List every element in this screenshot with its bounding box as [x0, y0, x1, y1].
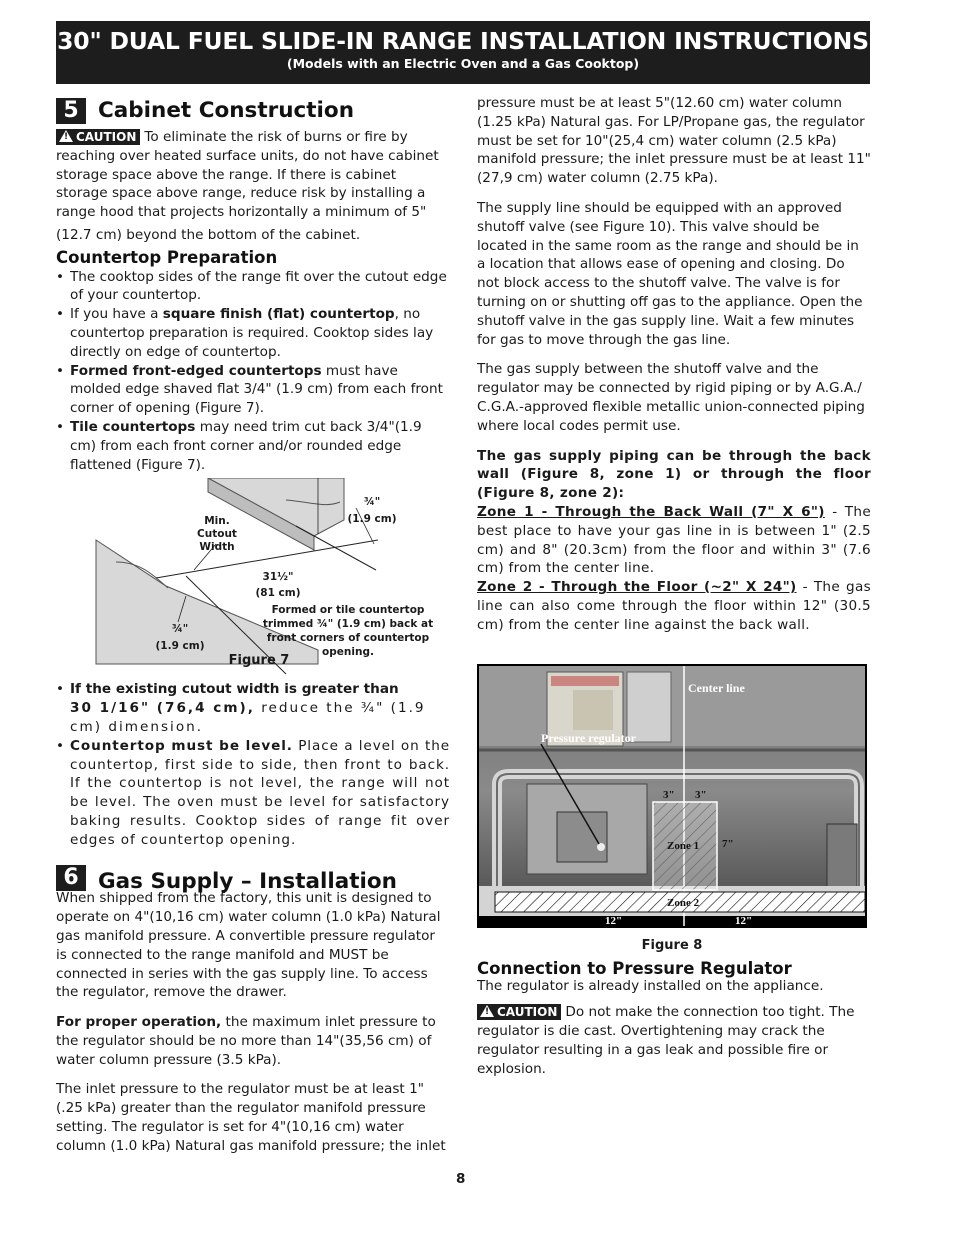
regulator-dot: [597, 843, 605, 851]
fig7-label: Width: [199, 541, 235, 554]
list-item: [56, 305, 450, 361]
para-text: the maximum inlet pressure to the regulator should be no more than 14"(35,56 cm) of water column pressure (3.5 kPa).: [56, 1014, 436, 1068]
dim-label: 3": [695, 788, 707, 801]
left-column: [56, 98, 450, 1156]
page-title: 30" DUAL FUEL SLIDE-IN RANGE INSTALLATION INSTRUCTIONS: [57, 27, 869, 55]
bullet-text: may need trim cut back 3/4"(1.9 cm) from each front corner and/or rounded edge flattened (Figure 7).: [70, 418, 422, 473]
zone-2-label: Zone 2 - Through the Floor (~2" X 24"): [477, 579, 797, 596]
section-title: Gas Supply – Installation: [98, 868, 397, 894]
list-item: [56, 362, 450, 418]
pressure-regulator-body: [557, 812, 607, 862]
bullet-bold: Formed front-edged countertops: [70, 362, 322, 379]
fig7-label: (1.9 cm): [155, 640, 205, 653]
countertop-list: [56, 268, 450, 475]
caution-text-cont: (12.7 cm) beyond the bottom of the cabinet.: [56, 226, 361, 243]
pressure-regulator-label: Pressure regulator: [541, 730, 636, 745]
warning-icon: !: [480, 1005, 494, 1017]
warning-icon: !: [59, 130, 73, 142]
bullet-bold: Tile countertops: [70, 418, 196, 435]
connection-caution: [477, 1003, 871, 1078]
list-item: [56, 737, 450, 850]
page-header: [56, 21, 870, 84]
right-bracket: [827, 824, 857, 894]
gas-para-2: [56, 1013, 450, 1069]
figure-8: [477, 664, 867, 954]
bullet-text: If you have a: [70, 306, 163, 323]
gas-para-3: The inlet pressure to the regulator must be at least 1" (.25 kPa) greater than the regulator manifold pressure setting. The regulator is set for 4"(10,16 cm) water column (1.0 kPa) Natural gas manifold pressure; the inlet: [56, 1081, 446, 1154]
piping-heading: [477, 447, 871, 503]
figure-8-caption: Figure 8: [641, 938, 703, 954]
caution-label: CAUTION: [497, 1005, 558, 1020]
section-number: 6: [56, 865, 86, 891]
page-number: 8: [456, 1171, 466, 1187]
figure-7-caption: Figure 7: [228, 653, 290, 669]
bullet-text: The cooktop sides of the range fit over the cutout edge of your countertop.: [70, 268, 447, 304]
right-column: [477, 94, 871, 1078]
fig7-label: Cutout: [197, 528, 237, 541]
right-para-2: The supply line should be equipped with an approved shutoff valve (see Figure 10). This valve should be located in the same room as the range and should be in a location that allows ease of opening and closing. Do not block access to the shutoff valve. The valve is for turning on or shutting off gas to the appliance. Open the shutoff valve in the gas supply line. Wait a few minutes for gas to move through the gas line.: [477, 199, 863, 348]
right-para-1: pressure must be at least 5"(12.60 cm) water column (1.25 kPa) Natural gas. For LP/Propane gas, the regulator must be set for 10"(25,4 cm) water column (2.5 kPa) manifold pressure; the inlet pressure must be at least 11"(27,9 cm) water column (2.75 kPa).: [477, 95, 871, 187]
cut-line: [296, 526, 376, 570]
back-panel: [479, 666, 865, 746]
list-item: [56, 418, 450, 474]
fig7-label: (1.9 cm): [347, 513, 397, 526]
fig7-label: ¾": [171, 623, 189, 636]
zone-2-paragraph: [477, 578, 871, 634]
fig7-label: ¾": [363, 496, 381, 509]
bullet-text: must have molded edge shaved flat 3/4" (1.9 cm) from each front corner of opening (Figure 7).: [70, 362, 443, 417]
gas-para-1: When shipped from the factory, this unit is designed to operate on 4"(10,16 cm) water column (1.0 kPa) Natural gas manifold pressure. A convertible pressure regulator is connected to the range manifold and MUST be connected in series with the gas supply line. To access the regulator, remove the drawer.: [56, 890, 441, 1001]
fig7-label: (81 cm): [255, 587, 301, 600]
right-para-3: The gas supply between the shutoff valve and the regulator may be connected by rigid piping or by A.G.A./ C.G.A.-approved flexible metallic union-connected piping where local codes permit use.: [477, 361, 865, 434]
para-bold: The gas supply piping can be through the back wall (Figure 8, zone 1) or through the floor (Figure 8, zone 2):: [477, 447, 871, 502]
dim-label: 12": [735, 914, 753, 927]
zone-1-label: Zone 1 - Through the Back Wall (7" X 6"): [477, 503, 825, 520]
figure-7: [56, 478, 450, 678]
fig7-label: Formed or tile countertop: [271, 604, 425, 617]
sticker-stripe: [551, 676, 619, 686]
bullet-bold: 30 1/16" (76,4 cm),: [70, 700, 255, 717]
fig7-label: 31½": [262, 571, 294, 584]
countertop-diagram: [56, 478, 450, 678]
bullet-bold: square finish (flat) countertop: [162, 306, 395, 323]
zone-2-text: - The gas line can also come through the floor within 12" (30.5 cm) from the center line against the back wall.: [477, 579, 871, 633]
bullet-text: reduce the ¾" (1.9 cm) dimension.: [70, 700, 426, 735]
section-5-heading: [56, 98, 450, 124]
connection-para: The regulator is already installed on the appliance.: [477, 978, 824, 995]
caution-text: Do not make the connection too tight. The regulator is die cast. Overtightening may crack the regulator resulting in a gas leak and possible fire or explosion.: [477, 1004, 855, 1077]
para-bold: For proper operation,: [56, 1014, 222, 1031]
bullet-text: Place a level on the countertop, first side to side, then front to back. If the countertop is not level, the range will not be level. The oven must be level for satisfactory baking results. Cooktop sides of range fit over edges of countertop opening.: [70, 737, 450, 848]
zone-1-label: Zone 1: [667, 839, 700, 852]
dim-label: 7": [722, 837, 734, 850]
connection-heading: Connection to Pressure Regulator: [477, 958, 792, 978]
fig7-label: opening.: [322, 646, 374, 659]
caution-badge: [56, 129, 140, 145]
caution-label: CAUTION: [76, 130, 137, 144]
list-item: [56, 268, 450, 306]
countertop-heading: Countertop Preparation: [56, 247, 278, 267]
cutout-list: [56, 680, 450, 849]
bullet-bold: If the existing cutout width is greater than: [70, 681, 399, 698]
zone-2-label: Zone 2: [667, 896, 700, 909]
list-item: [56, 680, 450, 736]
page-subtitle: (Models with an Electric Oven and a Gas Cooktop): [286, 56, 640, 71]
zone-1-paragraph: [477, 503, 871, 578]
fig7-label: trimmed ¾" (1.9 cm) back at: [262, 618, 434, 631]
section-title: Cabinet Construction: [98, 97, 355, 123]
caution-badge: [477, 1004, 561, 1020]
range-back-photo: [477, 664, 867, 928]
caution-paragraph: [56, 128, 450, 222]
dim-label: 12": [605, 914, 623, 927]
section-number: 5: [56, 98, 86, 124]
zone-1-text: - The best place to have your gas line in is between 1" (2.5 cm) and 8" (20.3cm) from the floor and within 3" (7.6 cm) from the center line.: [477, 503, 871, 577]
sticker-graphic: [573, 690, 613, 730]
bullet-text: , no countertop preparation is required. Cooktop sides lay directly on edge of countertop.: [70, 306, 434, 360]
caution-text: To eliminate the risk of burns or fire by reaching over heated surface units, do not have cabinet storage space above the range. If there is cabinet storage space above range, reduce risk by installing a range hood that projects horizontally a minimum of 5": [56, 129, 439, 221]
fig7-label: front corners of countertop: [266, 632, 430, 645]
dim-label: 3": [663, 788, 675, 801]
fig7-label: Min.: [204, 515, 230, 528]
bullet-bold: Countertop must be level.: [70, 737, 293, 754]
lower-countertop: [96, 540, 318, 664]
center-line-label: Center line: [688, 680, 745, 695]
section-6-heading: [56, 865, 450, 892]
